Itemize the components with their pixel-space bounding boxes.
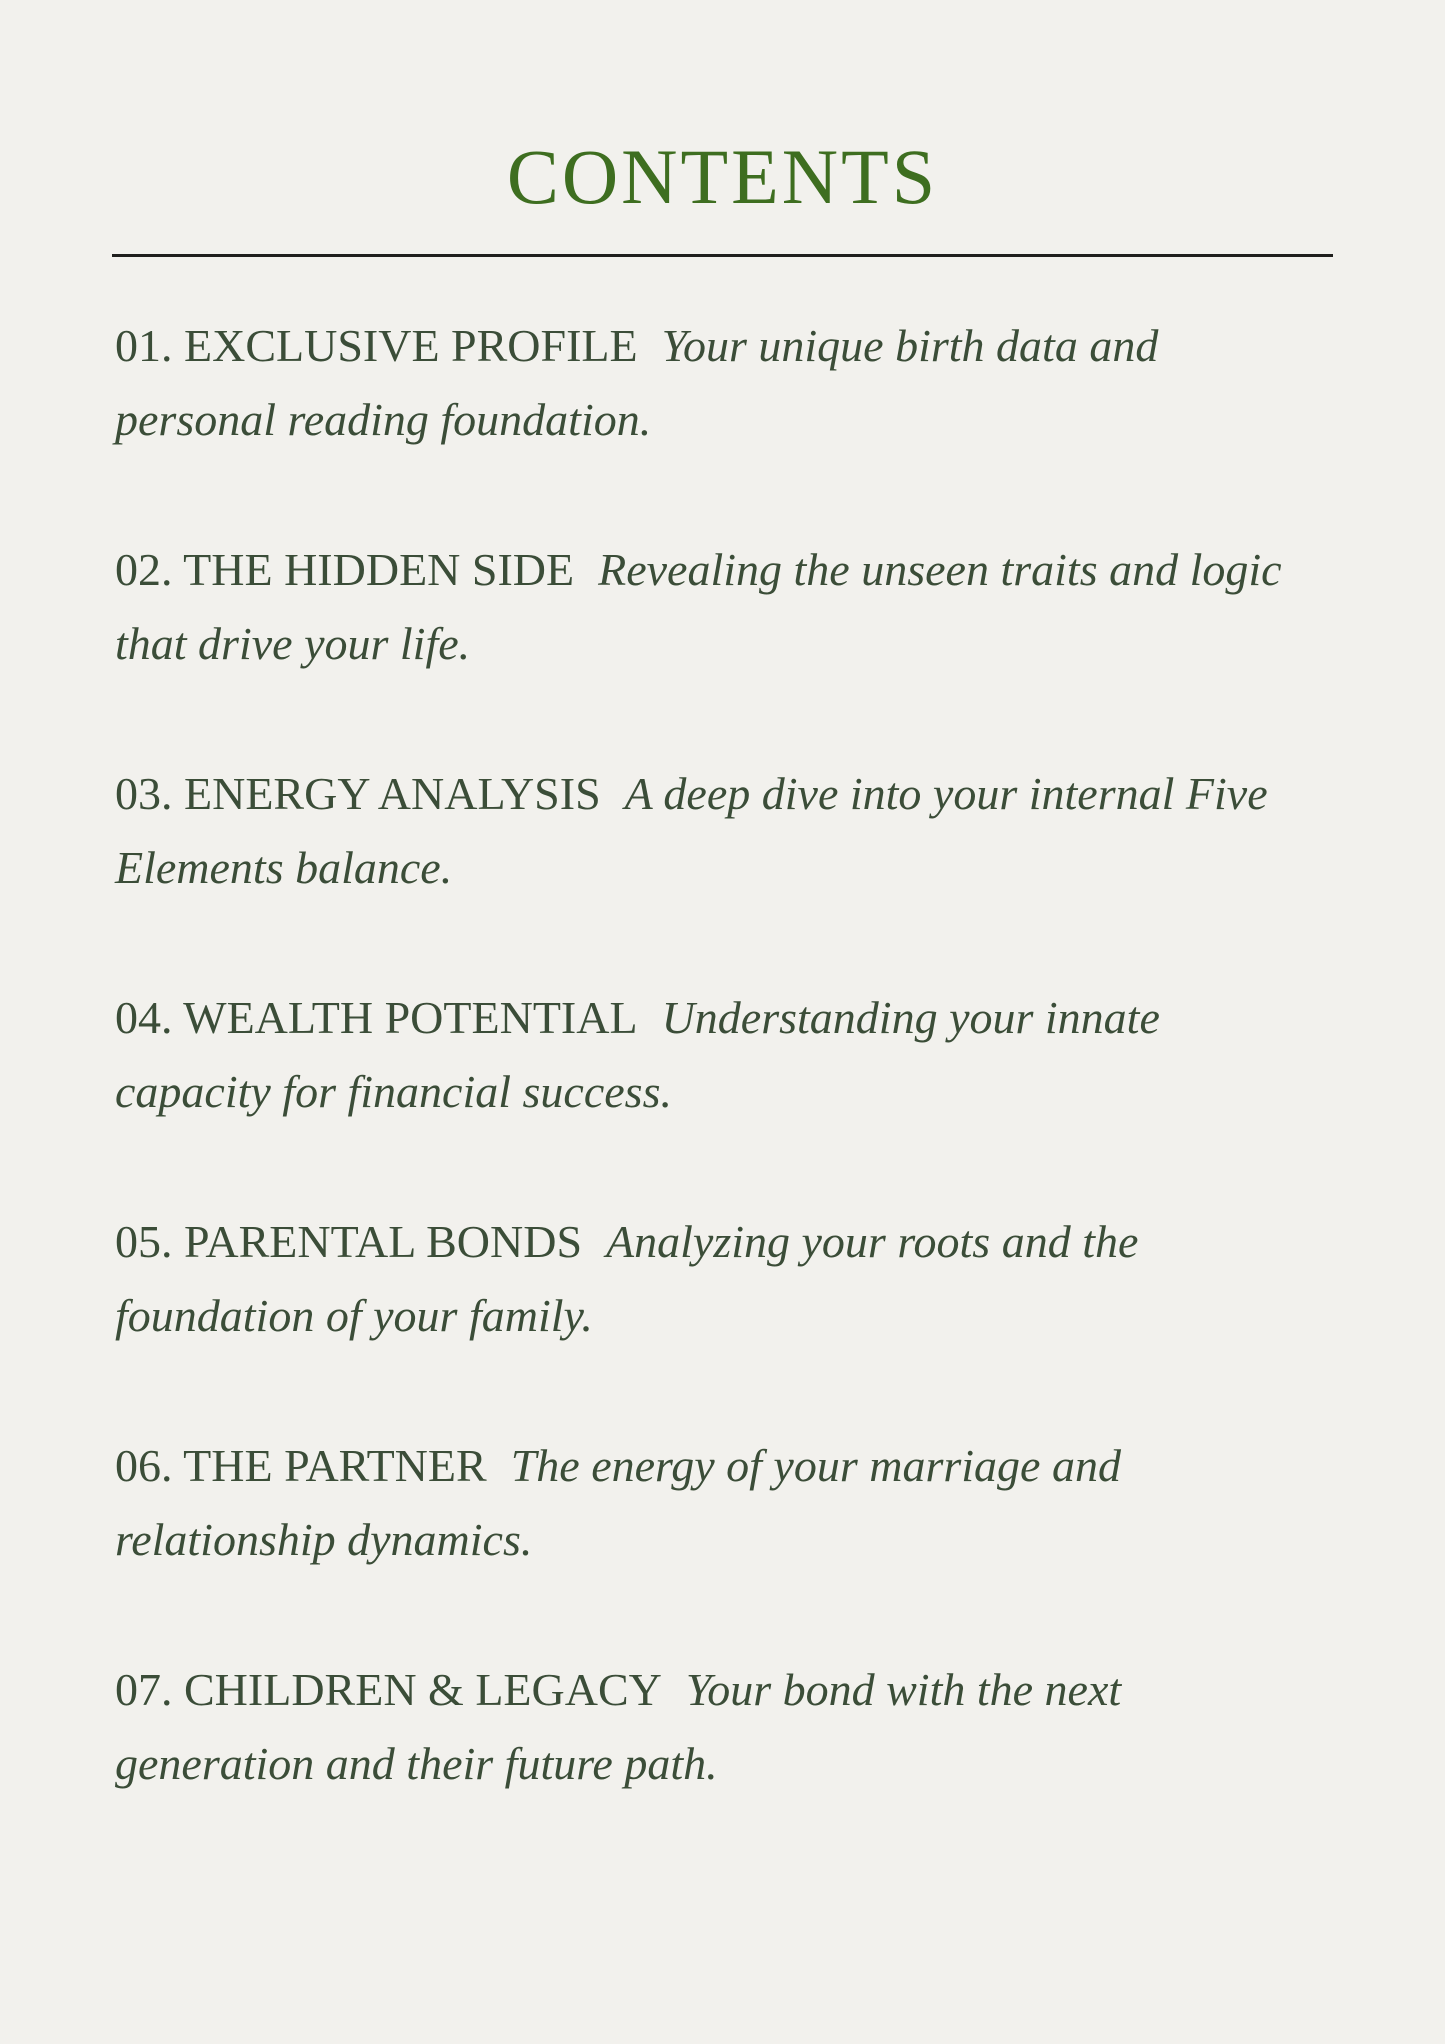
toc-item	[115, 533, 1310, 681]
title-divider	[112, 254, 1333, 257]
toc-item	[115, 981, 1310, 1129]
toc-item-description: Your bond with the next generation and their future path.	[115, 1664, 1122, 1789]
toc-item	[115, 757, 1310, 905]
toc-item-description: Understanding your innate capacity for financial success.	[115, 992, 1160, 1117]
toc-item	[115, 1205, 1310, 1353]
toc-item-heading: 04. WEALTH POTENTIAL	[115, 992, 638, 1043]
toc-item-heading: 05. PARENTAL BONDS	[115, 1216, 583, 1267]
toc-item	[115, 1429, 1310, 1577]
toc-item-heading: 01. EXCLUSIVE PROFILE	[115, 320, 638, 371]
toc-item-heading: 02. THE HIDDEN SIDE	[115, 544, 575, 595]
page-title: CONTENTS	[506, 133, 939, 220]
toc-item-description: Revealing the unseen traits and logic that drive your life.	[115, 544, 1282, 669]
toc-list	[115, 309, 1310, 1801]
toc-item-heading: 07. CHILDREN & LEGACY	[115, 1664, 662, 1715]
toc-item-description: Analyzing your roots and the foundation of your family.	[115, 1216, 1139, 1341]
toc-item	[115, 1653, 1310, 1801]
toc-item-description: A deep dive into your internal Five Elements balance.	[115, 768, 1268, 893]
toc-item-heading: 03. ENERGY ANALYSIS	[115, 768, 601, 819]
toc-item-description: The energy of your marriage and relationship dynamics.	[115, 1440, 1121, 1565]
toc-item-heading: 06. THE PARTNER	[115, 1440, 487, 1491]
toc-item	[115, 309, 1310, 457]
toc-item-description: Your unique birth data and personal reading foundation.	[115, 320, 1159, 445]
